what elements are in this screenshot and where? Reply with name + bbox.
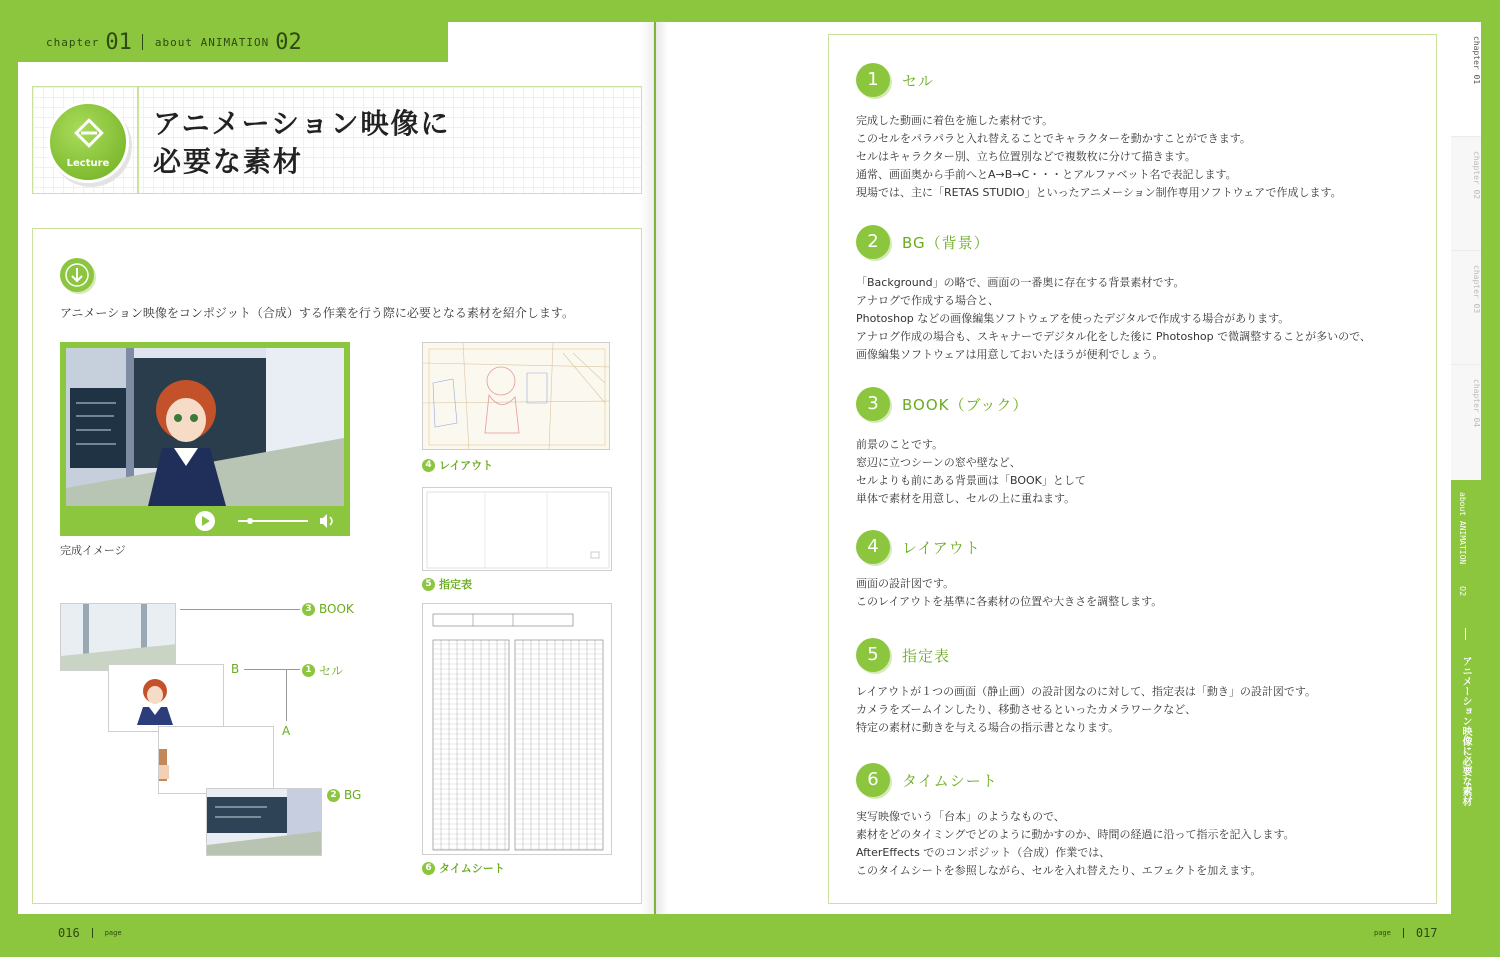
book-text: BOOK: [319, 602, 354, 616]
item-line: 単体で素材を用意し、セルの上に重ねます。: [856, 492, 1076, 505]
cel-connector: [244, 669, 300, 670]
item-line: 前景のことです。: [856, 438, 944, 451]
item-title: タイムシート: [902, 771, 998, 790]
down-arrow-icon: [60, 258, 94, 292]
item-line: アナログで作成する場合と、: [856, 294, 999, 307]
about-word: about ANIMATION: [154, 35, 270, 49]
item-timesheet: [856, 762, 1295, 880]
item-title: BOOK（ブック）: [902, 395, 1029, 414]
item-line: 素材をどのタイミングでどのように動かすのか、時間の経過に沿って指示を記入します。: [856, 828, 1295, 841]
side-active-title: アニメーション映像に必要な素材: [1460, 656, 1471, 806]
item-line: 窓辺に立つシーンの窓や壁など、: [856, 456, 1021, 469]
item-line: Photoshop などの画像編集ソフトウェアを使ったデジタルで作成する場合があります。: [856, 312, 1290, 325]
title-divider: [137, 87, 139, 193]
item-line: レイアウトが１つの画面（静止画）の設計図なのに対して、指定表は「動き」の設計図です。: [856, 685, 1317, 698]
item-line: 実写映像でいう「台本」のようなもので、: [856, 810, 1065, 823]
bg-text: BG: [344, 788, 362, 802]
book-layer-image: [60, 603, 176, 671]
item-line: カメラをズームインしたり、移動させるといったカメラワークなど、: [856, 703, 1197, 716]
item-line: このレイアウトを基準に各素材の位置や大きさを調整します。: [856, 595, 1163, 608]
item-line: このタイムシートを参照しながら、セルを入れ替えたり、エフェクトを加えます。: [856, 864, 1262, 877]
item-title: BG（背景）: [902, 233, 990, 252]
chapter-tab: [18, 22, 448, 62]
item-line: 画面の設計図です。: [856, 577, 955, 590]
video-caption: 完成イメージ: [60, 544, 126, 557]
item-number: 6: [856, 763, 890, 797]
timesheet-label: [422, 860, 505, 876]
gutter-shadow: [640, 22, 668, 914]
side-active-label: about ANIMATION: [1458, 492, 1467, 565]
item-line: アナログ作成の場合も、スキャナーでデジタル化をした後に Photoshop で微調整することが多いので、: [856, 330, 1371, 343]
side-tab-chapter-01[interactable]: chapter 01: [1451, 22, 1481, 136]
chapter-separator: [142, 34, 143, 50]
book-layer-label: [302, 602, 354, 616]
left-page-number: 016: [58, 926, 80, 940]
left-page-word: page: [104, 929, 122, 937]
item-line: 画像編集ソフトウェアは用意しておいたほうが便利でしょう。: [856, 348, 1164, 361]
letter-a: A: [282, 724, 291, 738]
footer-right: [1374, 926, 1438, 940]
video-player: [60, 342, 350, 536]
cel-layer-b-image: [108, 664, 224, 732]
timesheet-label-text: タイムシート: [439, 862, 505, 875]
item-number: 4: [856, 530, 890, 564]
item-bg: [856, 224, 1371, 364]
item-title: セル: [902, 71, 935, 90]
item-layout: [856, 529, 1162, 611]
sheet-label: [422, 576, 472, 592]
item-sheet: [856, 637, 1316, 737]
layout-label: [422, 457, 493, 473]
side-active-divider: [1465, 628, 1466, 640]
lecture-label: Lecture: [66, 158, 110, 169]
footer-left-separator: [92, 928, 93, 938]
side-tab-chapter-02[interactable]: chapter 02: [1451, 136, 1481, 250]
about-number: 02: [275, 29, 302, 55]
timesheet-label-number: 6: [422, 862, 435, 875]
item-line: AfterEffects でのコンポジット（合成）作業では、: [856, 846, 1111, 859]
item-number: 2: [856, 225, 890, 259]
cel-layer-a-image: [158, 726, 274, 794]
cel-text: セル: [319, 664, 344, 678]
video-scene-image: [66, 348, 344, 506]
book-number: 3: [302, 603, 315, 616]
item-cel: [856, 62, 1342, 202]
timesheet-thumbnail: [422, 603, 612, 855]
title-box: [32, 86, 642, 194]
item-line: 現場では、主に「RETAS STUDIO」といったアニメーション制作専用ソフトウェアで作成します。: [856, 186, 1342, 199]
side-tab-active[interactable]: [1451, 480, 1481, 914]
intro-text: アニメーション映像をコンポジット（合成）する作業を行う際に必要となる素材を紹介します。: [60, 306, 574, 320]
item-line: 通常、画面奥から手前へとA→B→C・・・とアルファベット名で表記します。: [856, 168, 1237, 181]
footer-left: [58, 926, 122, 940]
side-tab-chapter-04[interactable]: chapter 04: [1451, 364, 1481, 480]
sheet-thumbnail: [422, 487, 612, 571]
item-title: 指定表: [902, 646, 951, 665]
item-line: セルはキャラクター別、立ち位置別などで複数枚に分けて描きます。: [856, 150, 1196, 163]
chapter-number: 01: [105, 29, 132, 55]
item-number: 5: [856, 638, 890, 672]
bg-number: 2: [327, 789, 340, 802]
title-line-1: アニメーション映像に: [153, 107, 451, 140]
cel-layer-label: [302, 662, 343, 679]
item-title: レイアウト: [902, 538, 981, 557]
layout-label-number: 4: [422, 459, 435, 472]
footer-right-separator: [1403, 928, 1404, 938]
lecture-diamond-icon: [72, 116, 106, 150]
layout-thumbnail: [422, 342, 610, 450]
item-line: 「Background」の略で、画面の一番奥に存在する背景素材です。: [856, 276, 1185, 289]
item-line: 特定の素材に動きを与える場合の指示書となります。: [856, 721, 1120, 734]
item-number: 3: [856, 387, 890, 421]
right-page-number: 017: [1415, 926, 1438, 940]
cel-number: 1: [302, 664, 315, 677]
lecture-badge: [47, 101, 129, 183]
item-line: セルよりも前にある背景画は「BOOK」として: [856, 474, 1086, 487]
side-active-number: 02: [1458, 586, 1467, 597]
bg-layer-image: [206, 788, 322, 856]
bg-layer-label: [327, 788, 361, 802]
item-line: このセルをパラパラと入れ替えることでキャラクターを動かすことができます。: [856, 132, 1251, 145]
item-book: [856, 386, 1086, 508]
side-tab-chapter-03[interactable]: chapter 03: [1451, 250, 1481, 364]
letter-b: B: [231, 662, 240, 676]
book-connector: [180, 609, 300, 610]
page-title: [153, 105, 450, 181]
video-controls: [60, 508, 350, 536]
layout-label-text: レイアウト: [439, 459, 494, 472]
sheet-label-number: 5: [422, 578, 435, 591]
item-line: 完成した動画に着色を施した素材です。: [856, 114, 1054, 127]
title-line-2: 必要な素材: [153, 145, 304, 178]
cel-connector-vertical: [286, 669, 287, 721]
sheet-label-text: 指定表: [439, 578, 472, 591]
item-number: 1: [856, 63, 890, 97]
chapter-word: chapter: [46, 35, 100, 49]
right-page-word: page: [1374, 929, 1391, 937]
